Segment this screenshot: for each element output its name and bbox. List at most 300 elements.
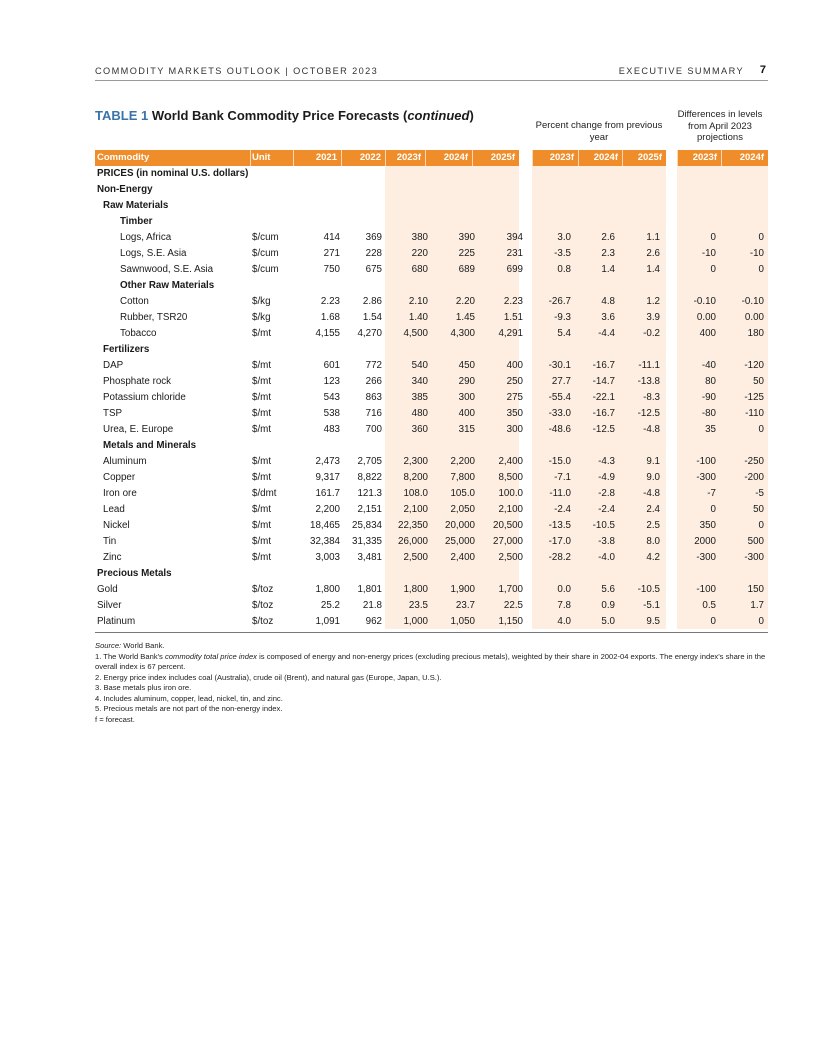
value-cell: 8,822 [357, 472, 382, 483]
value-cell: 266 [365, 376, 382, 387]
value-cell: 4.8 [601, 296, 615, 307]
value-cell: 700 [365, 424, 382, 435]
value-cell: 8,200 [403, 472, 428, 483]
commodity-name: TSP [103, 408, 123, 419]
value-cell: -28.2 [548, 552, 571, 563]
value-cell: 4,300 [450, 328, 475, 339]
table-header-row [95, 150, 768, 166]
note-2: 2. Energy price index includes coal (Australia), crude oil (Brent), and natural gas (Europe, Japan, U.S.). [95, 672, 442, 682]
value-cell: 0 [758, 424, 764, 435]
value-cell: -14.7 [592, 376, 615, 387]
value-cell: 1,801 [357, 584, 382, 595]
value-cell: -120 [744, 360, 764, 371]
commodity-name: Tin [103, 536, 117, 547]
value-cell: 480 [411, 408, 428, 419]
value-cell: 220 [411, 248, 428, 259]
value-cell: 4.2 [646, 552, 660, 563]
value-cell: -3.5 [554, 248, 571, 259]
value-cell: -4.0 [598, 552, 615, 563]
unit-cell: $/mt [252, 360, 272, 371]
value-cell: -80 [701, 408, 716, 419]
table-row [95, 422, 768, 438]
value-cell: 1,800 [403, 584, 428, 595]
value-cell: -200 [744, 472, 764, 483]
value-cell: 400 [699, 328, 716, 339]
value-cell: 18,465 [310, 520, 340, 531]
section-label: Metals and Minerals [103, 440, 197, 451]
commodity-name: Lead [103, 504, 125, 515]
value-cell: 2,300 [403, 456, 428, 467]
column-header: Unit [252, 152, 271, 163]
note-source [95, 641, 768, 652]
value-cell: 0.0 [557, 584, 571, 595]
value-cell: 25,000 [445, 536, 475, 547]
table-row [95, 294, 768, 310]
value-cell: 9,317 [315, 472, 340, 483]
value-cell: -4.3 [598, 456, 615, 467]
table-row [95, 262, 768, 278]
value-cell: 699 [506, 264, 523, 275]
table-row [95, 470, 768, 486]
commodity-name: Logs, Africa [120, 232, 172, 243]
value-cell: 1,000 [403, 616, 428, 627]
commodity-name: Silver [97, 600, 122, 611]
value-cell: 9.5 [646, 616, 660, 627]
commodity-name: Aluminum [103, 456, 147, 467]
unit-cell: $/kg [252, 296, 271, 307]
value-cell: 4,291 [498, 328, 523, 339]
column-header: 2024f [739, 152, 764, 163]
column-header: Commodity [97, 152, 150, 163]
value-cell: 105.0 [450, 488, 475, 499]
table-row [95, 214, 768, 230]
table-row [95, 278, 768, 294]
value-cell: 483 [323, 424, 340, 435]
commodity-name: Iron ore [103, 488, 137, 499]
commodity-name: Logs, S.E. Asia [120, 248, 187, 259]
value-cell: 350 [699, 520, 716, 531]
value-cell: -10 [701, 248, 716, 259]
section-label: Timber [120, 216, 153, 227]
value-cell: 35 [705, 424, 716, 435]
value-cell: 2,200 [450, 456, 475, 467]
value-cell: 25,834 [352, 520, 382, 531]
commodity-name: DAP [103, 360, 124, 371]
note-forecast: f = forecast. [95, 714, 135, 724]
value-cell: 3.0 [557, 232, 571, 243]
value-cell: 2.6 [646, 248, 660, 259]
value-cell: 2.23 [320, 296, 340, 307]
value-cell: 2.10 [408, 296, 428, 307]
value-cell: 1.4 [646, 264, 660, 275]
value-cell: -300 [696, 552, 716, 563]
value-cell: 225 [458, 248, 475, 259]
value-cell: 1,050 [450, 616, 475, 627]
table-row [95, 582, 768, 598]
unit-cell: $/mt [252, 376, 272, 387]
value-cell: 601 [323, 360, 340, 371]
value-cell: -5.1 [643, 600, 660, 611]
value-cell: 2.86 [362, 296, 382, 307]
value-cell: 1.4 [601, 264, 615, 275]
value-cell: 108.0 [403, 488, 428, 499]
value-cell: 0 [710, 616, 716, 627]
value-cell: 26,000 [398, 536, 428, 547]
value-cell: 2,100 [498, 504, 523, 515]
commodity-name: Rubber, TSR20 [120, 312, 188, 323]
unit-cell: $/cum [252, 264, 279, 275]
unit-cell: $/cum [252, 232, 279, 243]
column-header: 2023f [549, 152, 574, 163]
value-cell: 231 [506, 248, 523, 259]
value-cell: 3,481 [357, 552, 382, 563]
column-header: 2023f [396, 152, 421, 163]
value-cell: -4.4 [598, 328, 615, 339]
value-cell: 2.6 [601, 232, 615, 243]
value-cell: -55.4 [548, 392, 571, 403]
value-cell: 394 [506, 232, 523, 243]
value-cell: -26.7 [548, 296, 571, 307]
value-cell: -250 [744, 456, 764, 467]
commodity-name: Phosphate rock [103, 376, 172, 387]
commodity-name: Urea, E. Europe [103, 424, 174, 435]
value-cell: 0 [710, 264, 716, 275]
value-cell: 0.9 [601, 600, 615, 611]
value-cell: 0 [758, 520, 764, 531]
section-label: Fertilizers [103, 344, 150, 355]
unit-cell: $/mt [252, 456, 272, 467]
value-cell: -2.4 [598, 504, 615, 515]
header-separator [250, 150, 251, 166]
value-cell: -5 [755, 488, 764, 499]
value-cell: -110 [745, 408, 764, 419]
value-cell: 385 [411, 392, 428, 403]
value-cell: 0 [710, 504, 716, 515]
value-cell: 772 [365, 360, 382, 371]
header-separator [578, 150, 579, 166]
value-cell: 27.7 [551, 376, 571, 387]
value-cell: 450 [458, 360, 475, 371]
value-cell: 4,155 [315, 328, 340, 339]
value-cell: 5.6 [601, 584, 615, 595]
value-cell: 290 [458, 376, 475, 387]
value-cell: 350 [506, 408, 523, 419]
header-separator [472, 150, 473, 166]
value-cell: 3.9 [646, 312, 660, 323]
value-cell: 2,100 [403, 504, 428, 515]
header-separator [425, 150, 426, 166]
value-cell: 8.0 [646, 536, 660, 547]
value-cell: 2,200 [315, 504, 340, 515]
value-cell: -4.8 [643, 488, 660, 499]
value-cell: 80 [705, 376, 716, 387]
unit-cell: $/toz [252, 584, 274, 595]
value-cell: 1,150 [498, 616, 523, 627]
value-cell: 1.68 [320, 312, 340, 323]
value-cell: 2,050 [450, 504, 475, 515]
unit-cell: $/kg [252, 312, 271, 323]
differences-header: Differences in levels from April 2023 projections [677, 109, 763, 143]
value-cell: 689 [458, 264, 475, 275]
unit-cell: $/mt [252, 408, 272, 419]
value-cell: 121.3 [357, 488, 382, 499]
value-cell: 1.2 [646, 296, 660, 307]
value-cell: -300 [696, 472, 716, 483]
value-cell: -125 [744, 392, 764, 403]
value-cell: 0.00 [696, 312, 716, 323]
value-cell: 680 [411, 264, 428, 275]
source-label: Source: [95, 641, 122, 650]
value-cell: -300 [744, 552, 764, 563]
value-cell: 3,003 [315, 552, 340, 563]
value-cell: 20,500 [493, 520, 523, 531]
value-cell: 161.7 [315, 488, 340, 499]
value-cell: 1,700 [498, 584, 523, 595]
table-title-continued: continued [407, 108, 470, 123]
table-row [95, 182, 768, 198]
table-title-close: ) [469, 108, 474, 123]
note-4: 4. Includes aluminum, copper, lead, nickel, tin, and zinc. [95, 693, 283, 703]
value-cell: 0.00 [744, 312, 764, 323]
table-row [95, 374, 768, 390]
value-cell: 7.8 [557, 600, 571, 611]
value-cell: 1,091 [315, 616, 340, 627]
value-cell: 750 [323, 264, 340, 275]
unit-cell: $/mt [252, 536, 272, 547]
value-cell: 2.4 [646, 504, 660, 515]
value-cell: -11.0 [549, 488, 571, 499]
value-cell: -7 [707, 488, 716, 499]
value-cell: 20,000 [445, 520, 475, 531]
value-cell: 27,000 [493, 536, 523, 547]
table-row [95, 406, 768, 422]
page-number: 7 [759, 64, 766, 76]
value-cell: 0 [758, 232, 764, 243]
value-cell: -40 [701, 360, 716, 371]
value-cell: 7,800 [450, 472, 475, 483]
section-label: Other Raw Materials [120, 280, 215, 291]
value-cell: -11.1 [638, 360, 660, 371]
unit-cell: $/mt [252, 504, 272, 515]
value-cell: 1.45 [455, 312, 475, 323]
table-row [95, 454, 768, 470]
value-cell: -17.0 [548, 536, 571, 547]
commodity-name: Copper [103, 472, 136, 483]
percent-change-header: Percent change from previous year [535, 120, 663, 143]
unit-cell: $/mt [252, 472, 272, 483]
value-cell: 2.5 [646, 520, 660, 531]
table-row [95, 310, 768, 326]
value-cell: 2,473 [315, 456, 340, 467]
value-cell: -100 [696, 456, 716, 467]
value-cell: 3.6 [601, 312, 615, 323]
header-separator [532, 150, 533, 166]
commodity-name: Tobacco [120, 328, 157, 339]
commodity-name: Cotton [120, 296, 149, 307]
value-cell: 22.5 [503, 600, 523, 611]
header-separator [677, 150, 678, 166]
column-header: 2022 [359, 152, 381, 163]
unit-cell: $/dmt [252, 488, 277, 499]
value-cell: -0.10 [741, 296, 764, 307]
value-cell: 5.0 [601, 616, 615, 627]
value-cell: -12.5 [637, 408, 660, 419]
value-cell: -2.4 [554, 504, 571, 515]
value-cell: 8,500 [498, 472, 523, 483]
table-bottom-rule [95, 632, 768, 633]
table-row [95, 390, 768, 406]
value-cell: -13.5 [548, 520, 571, 531]
value-cell: -0.10 [693, 296, 716, 307]
column-header: 2024f [443, 152, 468, 163]
value-cell: 500 [747, 536, 764, 547]
header-separator [622, 150, 623, 166]
table-row [95, 342, 768, 358]
value-cell: 0 [758, 616, 764, 627]
value-cell: -7.1 [554, 472, 571, 483]
value-cell: 863 [365, 392, 382, 403]
unit-cell: $/toz [252, 616, 274, 627]
value-cell: 315 [458, 424, 475, 435]
section-title: EXECUTIVE SUMMARY [618, 66, 744, 76]
unit-cell: $/mt [252, 520, 272, 531]
value-cell: -8.3 [643, 392, 660, 403]
table-row [95, 230, 768, 246]
value-cell: 540 [411, 360, 428, 371]
value-cell: -10.5 [637, 584, 660, 595]
table-row [95, 358, 768, 374]
table-row [95, 438, 768, 454]
value-cell: 360 [411, 424, 428, 435]
value-cell: -0.2 [643, 328, 660, 339]
value-cell: 22,350 [398, 520, 428, 531]
table-row [95, 598, 768, 614]
table-row [95, 502, 768, 518]
value-cell: 2,400 [498, 456, 523, 467]
value-cell: -12.5 [592, 424, 615, 435]
header-separator [721, 150, 722, 166]
value-cell: 123 [323, 376, 340, 387]
table-row [95, 198, 768, 214]
value-cell: 23.5 [408, 600, 428, 611]
value-cell: 4,270 [357, 328, 382, 339]
value-cell: 2.3 [601, 248, 615, 259]
column-header: 2021 [315, 152, 337, 163]
value-cell: 962 [365, 616, 382, 627]
value-cell: 390 [458, 232, 475, 243]
value-cell: 0 [710, 232, 716, 243]
source-text: World Bank. [121, 641, 165, 650]
value-cell: -90 [701, 392, 716, 403]
note-1-a: 1. The World Bank's [95, 651, 165, 661]
header-separator [341, 150, 342, 166]
value-cell: 1.7 [750, 600, 764, 611]
unit-cell: $/mt [252, 392, 272, 403]
value-cell: 32,384 [310, 536, 340, 547]
column-header: 2024f [593, 152, 618, 163]
value-cell: 23.7 [455, 600, 475, 611]
unit-cell: $/mt [252, 328, 272, 339]
value-cell: 9.0 [646, 472, 660, 483]
value-cell: 31,335 [352, 536, 382, 547]
value-cell: 1,900 [450, 584, 475, 595]
note-1-b: is composed of energy and non-energy prices (excluding precious metals), weighted by their share in 2002-04 exports. The energy index's share in the overall index is 67 percent. [95, 651, 766, 671]
value-cell: -16.7 [592, 360, 615, 371]
value-cell: 1,800 [315, 584, 340, 595]
value-cell: 1.54 [362, 312, 382, 323]
value-cell: 2.23 [503, 296, 523, 307]
value-cell: 2,500 [498, 552, 523, 563]
value-cell: 300 [458, 392, 475, 403]
value-cell: 716 [365, 408, 382, 419]
value-cell: 2,400 [450, 552, 475, 563]
value-cell: -2.8 [598, 488, 615, 499]
value-cell: 271 [323, 248, 340, 259]
section-label: Precious Metals [97, 568, 172, 579]
unit-cell: $/mt [252, 424, 272, 435]
value-cell: 4.0 [557, 616, 571, 627]
commodity-name: Zinc [103, 552, 122, 563]
table-row [95, 518, 768, 534]
commodity-name: Gold [97, 584, 118, 595]
value-cell: 2,705 [357, 456, 382, 467]
value-cell: 2,151 [357, 504, 382, 515]
value-cell: -30.1 [548, 360, 571, 371]
value-cell: 2000 [694, 536, 716, 547]
value-cell: 400 [458, 408, 475, 419]
value-cell: 25.2 [320, 600, 340, 611]
header-separator [385, 150, 386, 166]
value-cell: -10.5 [592, 520, 615, 531]
value-cell: -48.6 [548, 424, 571, 435]
value-cell: -13.8 [637, 376, 660, 387]
table-row [95, 550, 768, 566]
value-cell: 250 [506, 376, 523, 387]
commodity-name: Potassium chloride [103, 392, 186, 403]
value-cell: 5.4 [557, 328, 571, 339]
header-separator [293, 150, 294, 166]
table-row [95, 534, 768, 550]
value-cell: 275 [506, 392, 523, 403]
value-cell: 2,500 [403, 552, 428, 563]
unit-cell: $/cum [252, 248, 279, 259]
section-label: Raw Materials [103, 200, 169, 211]
column-header: 2023f [692, 152, 717, 163]
section-label: Non-Energy [97, 184, 153, 195]
value-cell: 1.40 [408, 312, 428, 323]
value-cell: 1.1 [646, 232, 660, 243]
value-cell: 4,500 [403, 328, 428, 339]
value-cell: 369 [365, 232, 382, 243]
table-row [95, 246, 768, 262]
note-5: 5. Precious metals are not part of the non-energy index. [95, 704, 283, 713]
value-cell: 380 [411, 232, 428, 243]
value-cell: -22.1 [592, 392, 615, 403]
table-label: TABLE 1 [95, 108, 149, 123]
running-header [95, 64, 768, 81]
unit-cell: $/mt [252, 552, 272, 563]
value-cell: -4.8 [643, 424, 660, 435]
value-cell: 0 [758, 264, 764, 275]
value-cell: -15.0 [548, 456, 571, 467]
value-cell: 0.8 [557, 264, 571, 275]
commodity-name: Sawnwood, S.E. Asia [120, 264, 214, 275]
table-row [95, 326, 768, 342]
value-cell: 150 [747, 584, 764, 595]
value-cell: 414 [323, 232, 340, 243]
value-cell: 300 [506, 424, 523, 435]
value-cell: -16.7 [592, 408, 615, 419]
